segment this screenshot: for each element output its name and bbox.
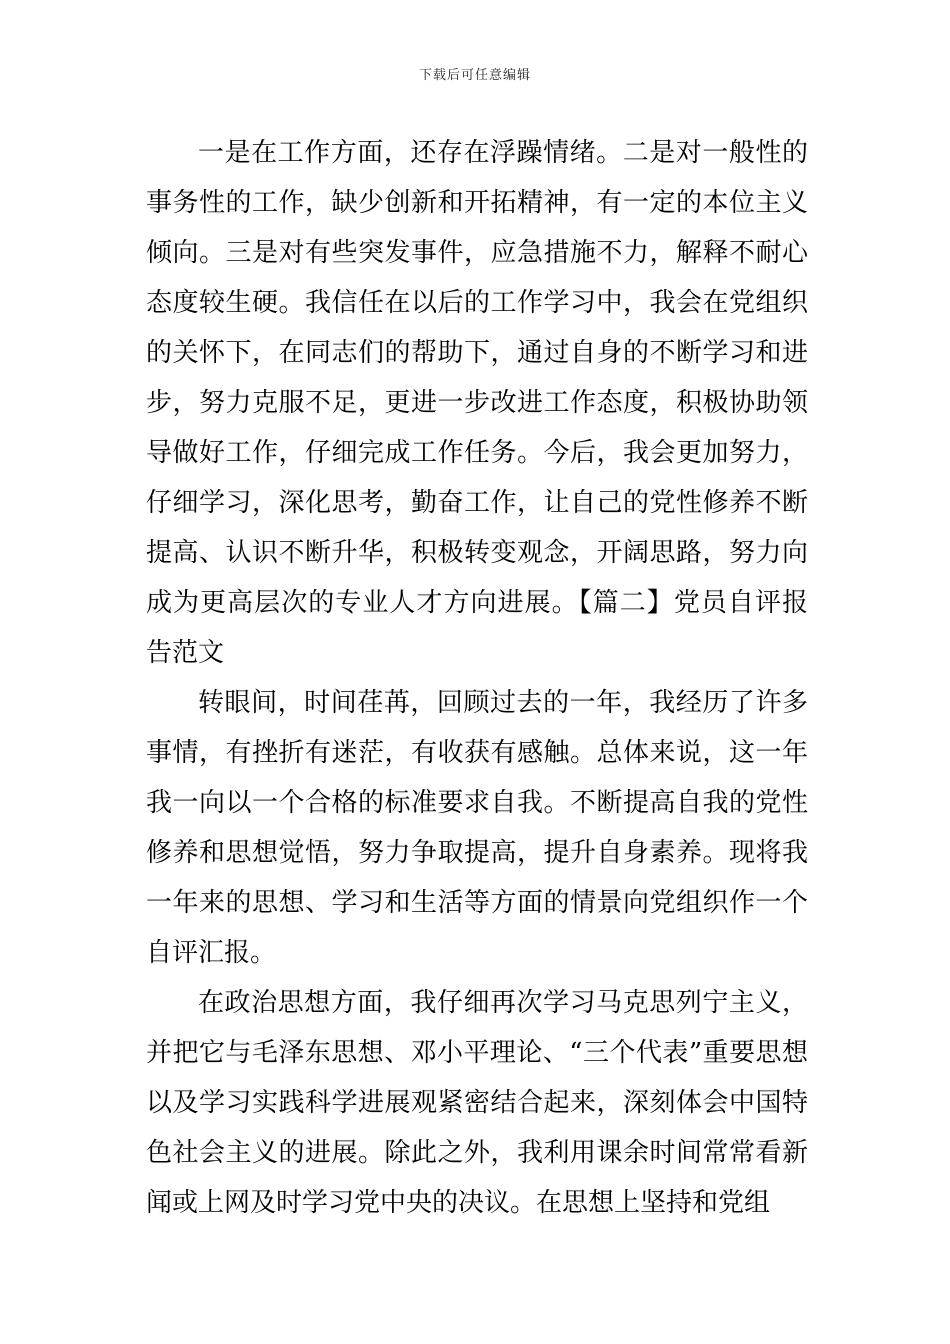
paragraph-2: 转眼间，时间荏苒，回顾过去的一年，我经历了许多事情，有挫折有迷茫，有收获有感触。总体来说，这一年我一向以一个合格的标准要求自我。不断提高自我的党性修养和思想觉悟，努力争取提高，提升自身素养。现将我一年来的思想、学习和生活等方面的情景向党组织作一个自评汇报。 [146,688,808,968]
document-body [146,128,808,1228]
paragraph-3: 在政治思想方面，我仔细再次学习马克思列宁主义，并把它与毛泽东思想、邓小平理论、“三个代表”重要思想以及学习实践科学进展观紧密结合起来，深刻体会中国特色社会主义的进展。除此之外，我利用课余时间常常看新闻或上网及时学习党中央的决议。在思想上坚持和党组 [146,988,808,1218]
page-header: 下载后可任意编辑 [418,68,531,83]
paragraph-1: 一是在工作方面，还存在浮躁情绪。二是对一般性的事务性的工作，缺少创新和开拓精神，有一定的本位主义倾向。三是对有些突发事件，应急措施不力，解释不耐心态度较生硬。我信任在以后的工作学习中，我会在党组织的关怀下，在同志们的帮助下，通过自身的不断学习和进步，努力克服不足，更进一步改进工作态度，积极协助领导做好工作，仔细完成工作任务。今后，我会更加努力，仔细学习，深化思考，勤奋工作，让自己的党性修养不断提高、认识不断升华，积极转变观念，开阔思路，努力向成为更高层次的专业人才方向进展。【篇二】党员自评报告范文 [146,138,808,668]
